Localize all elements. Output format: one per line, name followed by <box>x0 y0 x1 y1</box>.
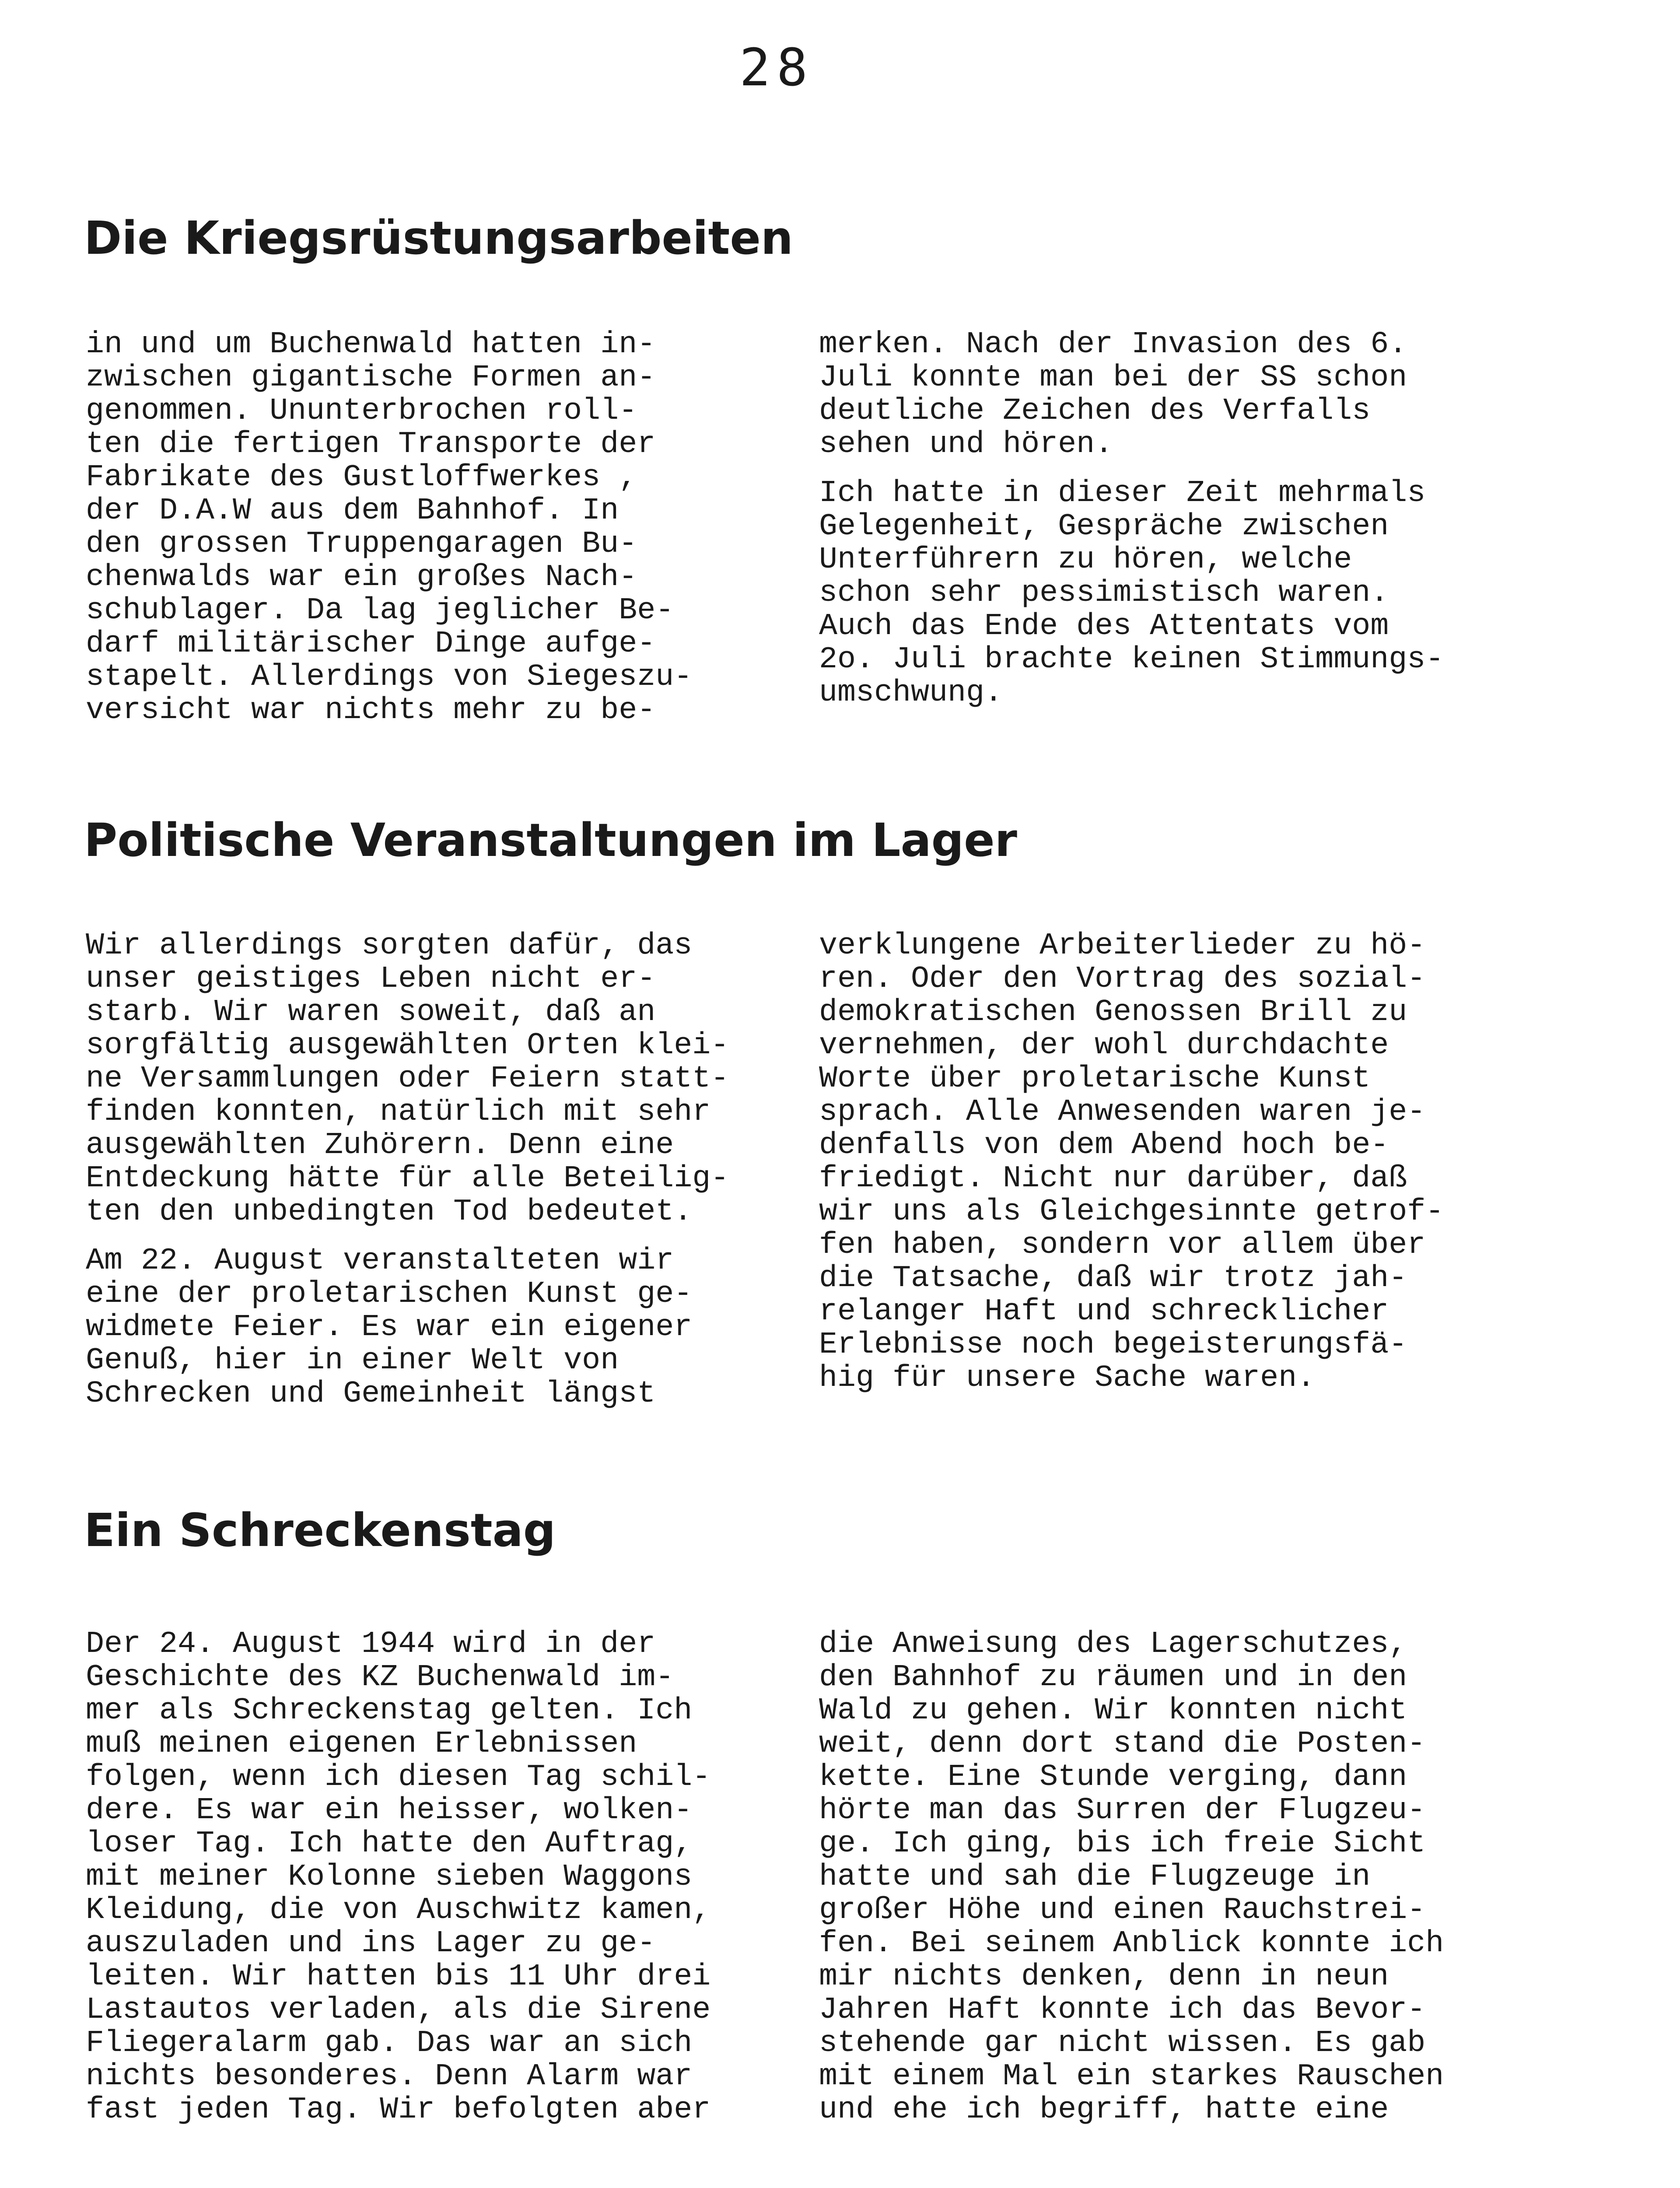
section-heading-schreckenstag: Ein Schreckenstag <box>84 1504 556 1557</box>
paragraph: Wir allerdings sorgten dafür, das unser geistiges Leben nicht er- starb. Wir waren soweit, daß an sorgfältig ausgewählten Orten klei- ne Versammlungen oder Feiern statt- finden konnten, natürlich mit sehr ausgewählten Zuhörern. Denn eine Entdeckung hätte für alle Beteilig- ten den unbedingten Tod bedeutet. <box>86 929 729 1229</box>
page-number: 28 <box>739 37 814 98</box>
paragraph: die Anweisung des Lagerschutzes, den Bahnhof zu räumen und in den Wald zu gehen. Wir konnten nicht weit, denn dort stand die Posten- kette. Eine Stunde verging, dann hörte man das Surren der Flugzeu- ge. Ich ging, bis ich freie Sicht hatte und sah die Flugzeuge in großer Höhe und einen Rauchstrei- fen. Bei seinem Anblick konnte ich mir nichts denken, denn in neun Jahren Haft konnte ich das Bevor- stehende gar nicht wissen. Es gab mit einem Mal ein starkes Rauschen und ehe ich begriff, hatte eine <box>819 1627 1444 2127</box>
section-3-right-column <box>819 1628 1563 2127</box>
section-heading-kriegsruestungsarbeiten: Die Kriegsrüstungsarbeiten <box>84 211 793 265</box>
paragraph: Der 24. August 1944 wird in der Geschichte des KZ Buchenwald im- mer als Schreckenstag gelten. Ich muß meinen eigenen Erlebnissen folgen, wenn ich diesen Tag schil- dere. Es war ein heisser, wolken- loser Tag. Ich hatte den Auftrag, mit meiner Kolonne sieben Waggons Kleidung, die von Auschwitz kamen, auszuladen und ins Lager zu ge- leiten. Wir hatten bis 11 Uhr drei Lastautos verladen, als die Sirene Fliegeralarm gab. Das war an sich nichts besonderes. Denn Alarm war fast jeden Tag. Wir befolgten aber <box>86 1627 711 2127</box>
section-2-left-column <box>86 929 830 1411</box>
section-3-left-column <box>86 1628 830 2127</box>
paragraph: Ich hatte in dieser Zeit mehrmals Gelegenheit, Gespräche zwischen Unterführern zu hören, welche schon sehr pessimistisch waren. Auch das Ende des Attentats vom 2o. Juli brachte keinen Stimmungs- umschwung. <box>819 476 1444 710</box>
section-1-left-column <box>86 328 830 727</box>
section-heading-politische-veranstaltungen: Politische Veranstaltungen im Lager <box>84 813 1017 867</box>
section-2-right-column <box>819 929 1563 1395</box>
paragraph: in und um Buchenwald hatten in- zwischen gigantische Formen an- genommen. Ununterbrochen roll- ten die fertigen Transporte der Fabrikate des Gustloffwerkes , der D.A.W aus dem Bahnhof. In den grossen Truppengaragen Bu- chenwalds war ein großes Nach- schublager. Da lag jeglicher Be- darf militärischer Dinge aufge- stapelt. Allerdings von Siegeszu- versicht war nichts mehr zu be- <box>86 327 693 728</box>
paragraph: Am 22. August veranstalteten wir eine der proletarischen Kunst ge- widmete Feier. Es war ein eigener Genuß, hier in einer Welt von Schrecken und Gemeinheit längst <box>86 1244 693 1411</box>
paragraph: verklungene Arbeiterlieder zu hö- ren. Oder den Vortrag des sozial- demokratischen Genossen Brill zu vernehmen, der wohl durchdachte Worte über proletarische Kunst sprach. Alle Anwesenden waren je- denfalls von dem Abend hoch be- friedigt. Nicht nur darüber, daß wir uns als Gleichgesinnte getrof- fen haben, sondern vor allem über die Tatsache, daß wir trotz jah- relanger Haft und schrecklicher Erlebnisse noch begeisterungsfä- hig für unsere Sache waren. <box>819 929 1444 1396</box>
paragraph: merken. Nach der Invasion des 6. Juli konnte man bei der SS schon deutliche Zeichen des Verfalls sehen und hören. <box>819 327 1407 462</box>
section-1-right-column <box>819 328 1563 710</box>
